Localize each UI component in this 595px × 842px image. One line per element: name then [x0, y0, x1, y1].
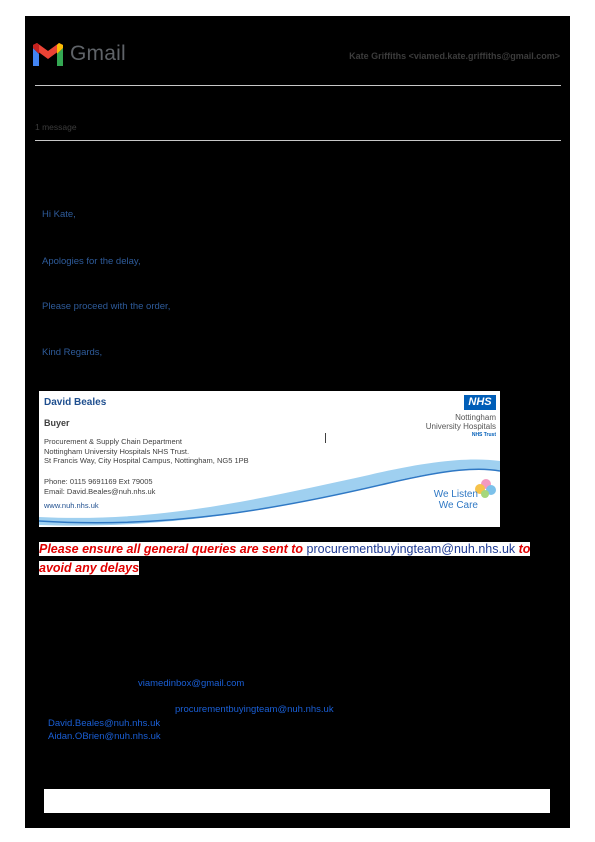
email-line-proceed: Please proceed with the order,: [42, 301, 171, 312]
message-count: 1 message: [35, 122, 77, 132]
signature-name: David Beales: [44, 397, 107, 408]
thread-divider: [35, 140, 561, 141]
signature-tagline: We Listen We Care: [433, 489, 478, 511]
account-address: Kate Griffiths <viamed.kate.griffiths@gmail.com>: [349, 51, 560, 61]
text-cursor: [325, 433, 326, 443]
gmail-wordmark: Gmail: [70, 42, 126, 65]
gmail-logo-icon: [31, 42, 65, 68]
signature-contact: Phone: 0115 9691169 Ext 79005 Email: David.Beales@nuh.nhs.uk: [44, 477, 156, 496]
footer-bar: [44, 789, 550, 813]
signature-role: Buyer: [44, 418, 70, 428]
cc-email-link-1[interactable]: David.Beales@nuh.nhs.uk: [48, 718, 161, 729]
email-signature-card: [39, 391, 500, 527]
email-line-apology: Apologies for the delay,: [42, 256, 141, 267]
warning-email-link[interactable]: procurementbuyingteam@nuh.nhs.uk: [306, 542, 516, 556]
signature-website: www.nuh.nhs.uk: [44, 501, 99, 510]
signature-address: Procurement & Supply Chain Department Nottingham University Hospitals NHS Trust. St Francis Way, City Hospital Campus, Nottingham, NG5 1PB: [44, 437, 249, 465]
queries-warning: [39, 540, 539, 578]
email-print-page: [25, 16, 570, 828]
warning-text-start: Please ensure all general queries are sent to: [39, 542, 307, 556]
email-greeting: Hi Kate,: [42, 209, 76, 220]
header-divider: [35, 85, 561, 86]
warning-text-end: to avoid any delays: [39, 542, 531, 575]
from-email-link[interactable]: viamedinbox@gmail.com: [138, 678, 245, 689]
to-email-link[interactable]: procurementbuyingteam@nuh.nhs.uk: [175, 704, 334, 715]
signature-org-name: Nottingham University Hospitals: [425, 413, 496, 431]
nhs-logo-badge: NHS: [464, 395, 496, 410]
email-signoff: Kind Regards,: [42, 347, 103, 358]
signature-trust-label: NHS Trust: [471, 432, 496, 438]
cc-email-link-2[interactable]: Aidan.OBrien@nuh.nhs.uk: [48, 731, 161, 742]
